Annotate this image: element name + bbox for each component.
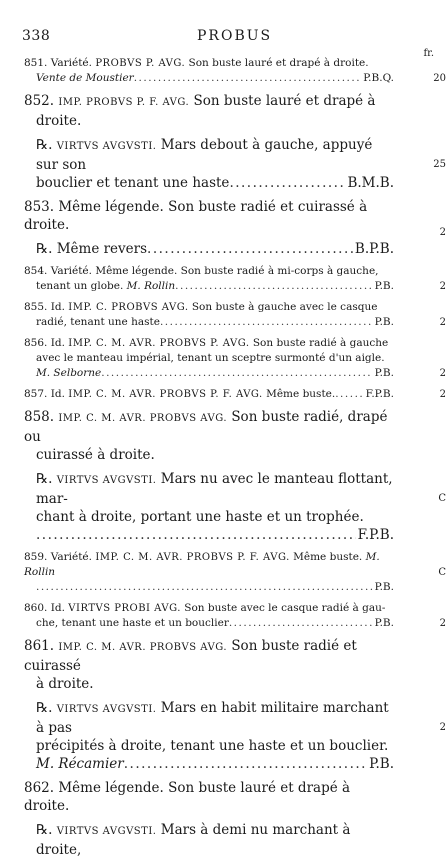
entry-859: 859. Variété. IMP. C. M. AVR. PROBVS P. F. AVG. Même buste. M. Rollin ..... P.B. C <box>24 550 394 595</box>
value: 2 <box>439 281 446 292</box>
entry-list <box>0 56 446 859</box>
entry-862: 862. Même légende. Son buste lauré et drapé à droite. ℞. VIRTVS AVGVSTI. Mars à demi nu marchant à droite, <box>24 780 351 858</box>
entry-853: 853. Même légende. Son buste radié et cuirassé à droite. ℞. Même revers ..... B.P.B. 2 <box>24 198 394 258</box>
value: 2 <box>439 389 446 400</box>
entry-858: 858. IMP. C. M. AVR. PROBVS AVG. Son buste radié, drapé ou cuirassé à droite. ℞. VIRTVS AVGVSTI. Mars nu avec le manteau flottant, mar- chant à droite, portant une haste et un trophée. ..... F.P.B. C <box>24 408 394 544</box>
value: 2 <box>439 317 446 328</box>
value: 2 <box>439 722 446 733</box>
value: 2 <box>439 227 446 238</box>
entry-851: 851. Variété. PROBVS P. AVG. Son buste lauré et drapé à droite. Vente de Moustier ..... P.B.Q. 20 <box>24 56 394 86</box>
entry-857: 857. Id. IMP. C. M. AVR. PROBVS P. F. AVG. Même buste. ..... F.P.B. 2 <box>24 387 394 402</box>
value: C <box>438 493 446 504</box>
value: 25 <box>433 159 446 170</box>
entry-856: 856. Id. IMP. C. M. AVR. PROBVS P. AVG. Son buste radié à gauche avec le manteau impérial, tenant un sceptre surmonté d'un aigle. M. Selborne ..... P.B. 2 <box>24 336 394 381</box>
entry-855: 855. Id. IMP. C. PROBVS AVG. Son buste à gauche avec le casque radié, tenant une haste ..... P.B. 2 <box>24 300 394 330</box>
page-number: 338 <box>22 28 51 44</box>
entry-860: 860. Id. VIRTVS PROBI AVG. Son buste avec le casque radié à gau- che, tenant une haste et un bouclier ..... P.B. 2 <box>24 601 394 631</box>
value: 2 <box>439 368 446 379</box>
value: 20 <box>433 73 446 84</box>
reverse-mark: ℞. <box>36 137 53 153</box>
page-title: PROBUS <box>197 28 273 44</box>
value: 2 <box>439 618 446 629</box>
page-header <box>22 28 434 59</box>
value: C <box>438 567 446 578</box>
column-label: fr. <box>423 48 434 59</box>
entry-861: 861. IMP. C. M. AVR. PROBVS AVG. Son buste radié et cuirassé à droite. ℞. VIRTVS AVGVSTI. Mars en habit militaire marchant à pas précipités à droite, tenant une haste et un bouclier. M. Récamier ..... P.B. 2 <box>24 637 394 773</box>
entry-852: 852. IMP. PROBVS P. F. AVG. Son buste lauré et drapé à droite. ℞. VIRTVS AVGVSTI. Mars debout à gauche, appuyé sur son bouclier et tenant une haste ..... B.M.B. 25 <box>24 92 394 192</box>
entry-854: 854. Variété. Même légende. Son buste radié à mi-corps à gauche, tenant un globe. M. Rollin ..... P.B. 2 <box>24 264 394 294</box>
